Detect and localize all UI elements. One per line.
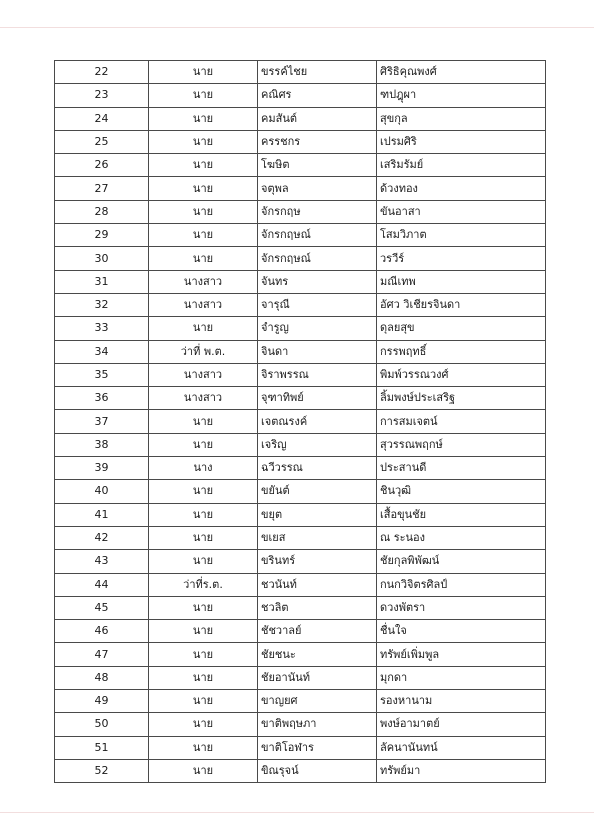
title-cell: ว่าที่ พ.ต. (149, 340, 258, 363)
table-row (55, 130, 546, 153)
row-number-cell: 38 (55, 433, 149, 456)
table-row (55, 363, 546, 386)
title-cell: นาย (149, 410, 258, 433)
table-row (55, 550, 546, 573)
row-number-cell: 42 (55, 526, 149, 549)
row-number-cell: 30 (55, 247, 149, 270)
last-name-cell: พิมพ์วรรณวงศ์ (377, 363, 546, 386)
last-name-cell: มณีเทพ (377, 270, 546, 293)
table-row (55, 317, 546, 340)
title-cell: นาย (149, 224, 258, 247)
first-name-cell: ขรินทร์ (258, 550, 377, 573)
title-cell: นาย (149, 666, 258, 689)
title-cell: นาย (149, 247, 258, 270)
row-number-cell: 22 (55, 61, 149, 84)
table-row (55, 410, 546, 433)
row-number-cell: 49 (55, 690, 149, 713)
bottom-edge-line (0, 812, 594, 813)
first-name-cell: ขเยส (258, 526, 377, 549)
first-name-cell: จักรกฤษณ์ (258, 247, 377, 270)
title-cell: นางสาว (149, 270, 258, 293)
row-number-cell: 23 (55, 84, 149, 107)
table-row (55, 387, 546, 410)
title-cell: นางสาว (149, 293, 258, 316)
row-number-cell: 41 (55, 503, 149, 526)
row-number-cell: 39 (55, 457, 149, 480)
last-name-cell: ฑปฎุผา (377, 84, 546, 107)
last-name-cell: ทรัพย์เพิ่มพูล (377, 643, 546, 666)
first-name-cell: ชวลิต (258, 596, 377, 619)
first-name-cell: ชัยชนะ (258, 643, 377, 666)
table-row (55, 224, 546, 247)
first-name-cell: คณิศร (258, 84, 377, 107)
first-name-cell: ครรชกร (258, 130, 377, 153)
table-row (55, 620, 546, 643)
row-number-cell: 24 (55, 107, 149, 130)
row-number-cell: 47 (55, 643, 149, 666)
last-name-cell: ชื่นใจ (377, 620, 546, 643)
row-number-cell: 46 (55, 620, 149, 643)
row-number-cell: 28 (55, 200, 149, 223)
first-name-cell: โฆษิต (258, 154, 377, 177)
row-number-cell: 44 (55, 573, 149, 596)
table-row (55, 200, 546, 223)
title-cell: นาย (149, 177, 258, 200)
table-row (55, 177, 546, 200)
first-name-cell: จักรกฤษณ์ (258, 224, 377, 247)
row-number-cell: 45 (55, 596, 149, 619)
row-number-cell: 37 (55, 410, 149, 433)
last-name-cell: กนกวิจิตรศิลป์ (377, 573, 546, 596)
table-row (55, 154, 546, 177)
first-name-cell: จตุพล (258, 177, 377, 200)
table-row (55, 690, 546, 713)
title-cell: นาย (149, 596, 258, 619)
title-cell: นาย (149, 200, 258, 223)
title-cell: นาย (149, 759, 258, 782)
first-name-cell: ขาติพฤษภา (258, 713, 377, 736)
row-number-cell: 29 (55, 224, 149, 247)
first-name-cell: ขยุต (258, 503, 377, 526)
first-name-cell: ขรรค์ไชย (258, 61, 377, 84)
row-number-cell: 40 (55, 480, 149, 503)
first-name-cell: ชวนันท์ (258, 573, 377, 596)
table-row (55, 61, 546, 84)
first-name-cell: เจริญ (258, 433, 377, 456)
last-name-cell: มุกดา (377, 666, 546, 689)
first-name-cell: จุฑาทิพย์ (258, 387, 377, 410)
table-row (55, 270, 546, 293)
title-cell: นางสาว (149, 387, 258, 410)
table-row (55, 107, 546, 130)
last-name-cell: พงษ์อามาตย์ (377, 713, 546, 736)
title-cell: นาย (149, 713, 258, 736)
title-cell: นาย (149, 61, 258, 84)
first-name-cell: คมสันต์ (258, 107, 377, 130)
row-number-cell: 35 (55, 363, 149, 386)
row-number-cell: 32 (55, 293, 149, 316)
last-name-cell: สุขกุล (377, 107, 546, 130)
title-cell: นาย (149, 526, 258, 549)
first-name-cell: ขาญยศ (258, 690, 377, 713)
first-name-cell: เจตณรงค์ (258, 410, 377, 433)
table-row (55, 293, 546, 316)
row-number-cell: 34 (55, 340, 149, 363)
row-number-cell: 50 (55, 713, 149, 736)
table-row (55, 713, 546, 736)
last-name-cell: รองหานาม (377, 690, 546, 713)
table-row (55, 503, 546, 526)
title-cell: นาย (149, 550, 258, 573)
table-row (55, 736, 546, 759)
title-cell: นาง (149, 457, 258, 480)
table-row (55, 457, 546, 480)
last-name-cell: ดุลยสุข (377, 317, 546, 340)
title-cell: นางสาว (149, 363, 258, 386)
last-name-cell: ณ ระนอง (377, 526, 546, 549)
last-name-cell: ชัยกุลพิพัฒน์ (377, 550, 546, 573)
top-edge-line (0, 27, 594, 28)
last-name-cell: ลิ้มพงษ์ประเสริฐ (377, 387, 546, 410)
last-name-cell: กรรพฤทธิ์ (377, 340, 546, 363)
last-name-cell: ดวงพัตรา (377, 596, 546, 619)
title-cell: นาย (149, 433, 258, 456)
row-number-cell: 43 (55, 550, 149, 573)
title-cell: นาย (149, 620, 258, 643)
title-cell: นาย (149, 130, 258, 153)
last-name-cell: ลัคนานันทน์ (377, 736, 546, 759)
last-name-cell: การสมเจตน์ (377, 410, 546, 433)
first-name-cell: ชัชวาลย์ (258, 620, 377, 643)
table-row (55, 759, 546, 782)
table-row (55, 573, 546, 596)
row-number-cell: 25 (55, 130, 149, 153)
title-cell: นาย (149, 503, 258, 526)
last-name-cell: สุวรรณพฤกษ์ (377, 433, 546, 456)
name-list-body (55, 61, 546, 783)
row-number-cell: 51 (55, 736, 149, 759)
row-number-cell: 31 (55, 270, 149, 293)
table-row (55, 643, 546, 666)
first-name-cell: ขิณรุจน์ (258, 759, 377, 782)
title-cell: ว่าที่ร.ต. (149, 573, 258, 596)
first-name-cell: ชัยอานันท์ (258, 666, 377, 689)
first-name-cell: จันทร (258, 270, 377, 293)
title-cell: นาย (149, 690, 258, 713)
title-cell: นาย (149, 480, 258, 503)
first-name-cell: จารุณี (258, 293, 377, 316)
row-number-cell: 48 (55, 666, 149, 689)
first-name-cell: ขยันต์ (258, 480, 377, 503)
first-name-cell: จักรกฤษ (258, 200, 377, 223)
title-cell: นาย (149, 317, 258, 340)
last-name-cell: โสมวิภาต (377, 224, 546, 247)
table-row (55, 666, 546, 689)
row-number-cell: 33 (55, 317, 149, 340)
table-row (55, 247, 546, 270)
table-row (55, 480, 546, 503)
title-cell: นาย (149, 736, 258, 759)
last-name-cell: ด้วงทอง (377, 177, 546, 200)
last-name-cell: ขันอาสา (377, 200, 546, 223)
table-row (55, 433, 546, 456)
last-name-cell: อัศว วิเชียรจินดา (377, 293, 546, 316)
table-row (55, 340, 546, 363)
row-number-cell: 36 (55, 387, 149, 410)
last-name-cell: เสื้อขุนชัย (377, 503, 546, 526)
table-row (55, 596, 546, 619)
title-cell: นาย (149, 84, 258, 107)
first-name-cell: จิราพรรณ (258, 363, 377, 386)
first-name-cell: จินดา (258, 340, 377, 363)
row-number-cell: 52 (55, 759, 149, 782)
title-cell: นาย (149, 643, 258, 666)
table-row (55, 526, 546, 549)
first-name-cell: จำรูญ (258, 317, 377, 340)
name-list-table (54, 60, 546, 783)
first-name-cell: ขาติโอฬาร (258, 736, 377, 759)
table-row (55, 84, 546, 107)
last-name-cell: ศิริธิคุณพงศ์ (377, 61, 546, 84)
row-number-cell: 27 (55, 177, 149, 200)
last-name-cell: ทรัพย์มา (377, 759, 546, 782)
last-name-cell: เสริมรัมย์ (377, 154, 546, 177)
title-cell: นาย (149, 154, 258, 177)
last-name-cell: ชินวุฒิ (377, 480, 546, 503)
last-name-cell: ประสานดี (377, 457, 546, 480)
first-name-cell: ฉวีวรรณ (258, 457, 377, 480)
title-cell: นาย (149, 107, 258, 130)
last-name-cell: เปรมศิริ (377, 130, 546, 153)
last-name-cell: วรวีร์ (377, 247, 546, 270)
row-number-cell: 26 (55, 154, 149, 177)
